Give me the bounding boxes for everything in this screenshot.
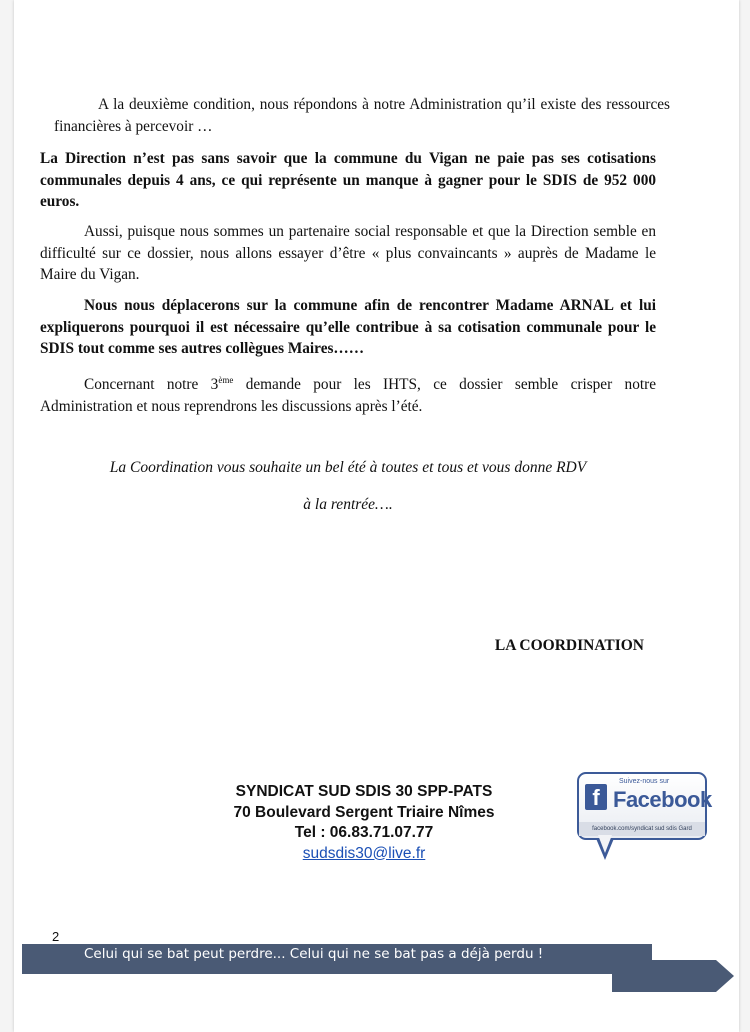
facebook-url: facebook.com/syndicat sud sdis Gard [579, 822, 705, 836]
address: 70 Boulevard Sergent Triaire Nîmes [233, 803, 495, 821]
facebook-follow-text: Suivez-nous sur [619, 778, 670, 785]
paragraph-4 [40, 295, 656, 360]
signature: LA COORDINATION [494, 637, 644, 654]
paragraph-2-text: La Direction n’est pas sans savoir que la commune du Vigan ne paie pas ses cotisations communales depuis 4 ans, ce qui représente un manque à gagner pour le SDIS de 952 000 euros. [40, 150, 656, 210]
page-number: 2 [52, 929, 60, 944]
footer-arrow-icon [612, 960, 734, 992]
facebook-brand: Facebook [613, 787, 712, 812]
contact-block [174, 782, 554, 864]
paragraph-5-sup: ème [218, 375, 234, 385]
facebook-follow-badge[interactable] [577, 772, 712, 864]
paragraph-3-text: Aussi, puisque nous sommes un partenaire social responsable et que la Direction semble en difficulté sur ce dossier, nous allons essayer d’être « plus convaincants » auprès de Madame le Maire du Vigan. [40, 223, 656, 283]
paragraph-5-after: demande pour les IHTS, ce dossier semble crisper notre Administration et nous reprendrons les discussions après l’été. [40, 376, 656, 415]
footer-motto: Celui qui se bat peut perdre... Celui qui ne se bat pas a déjà perdu ! [84, 946, 544, 962]
org-name: SYNDICAT SUD SDIS 30 SPP-PATS [235, 783, 493, 800]
email-link[interactable]: sudsdis30@live.fr [302, 844, 426, 862]
paragraph-5-before: Concernant notre 3 [84, 376, 219, 393]
phone: Tel : 06.83.71.07.77 [294, 824, 434, 841]
paragraph-5 [40, 370, 656, 417]
document-page [14, 0, 739, 1032]
paragraph-4-text: Nous nous déplacerons sur la commune afin de rencontrer Madame ARNAL et lui expliquerons pourquoi il est nécessaire qu’elle contribue à sa cotisation communale pour le SDIS tout comme ses autres collègues Maires…… [40, 297, 656, 357]
closing-line-2: à la rentrée…. [303, 496, 393, 513]
paragraph-2 [40, 148, 656, 213]
paragraph-1 [54, 94, 670, 137]
paragraph-1-text: A la deuxième condition, nous répondons à notre Administration qu’il existe des ressources financières à percevoir … [54, 96, 670, 135]
paragraph-3 [40, 221, 656, 286]
closing-line-1: La Coordination vous souhaite un bel été à toutes et tous et vous donne RDV [109, 459, 587, 476]
facebook-logo-icon: f [585, 784, 607, 810]
